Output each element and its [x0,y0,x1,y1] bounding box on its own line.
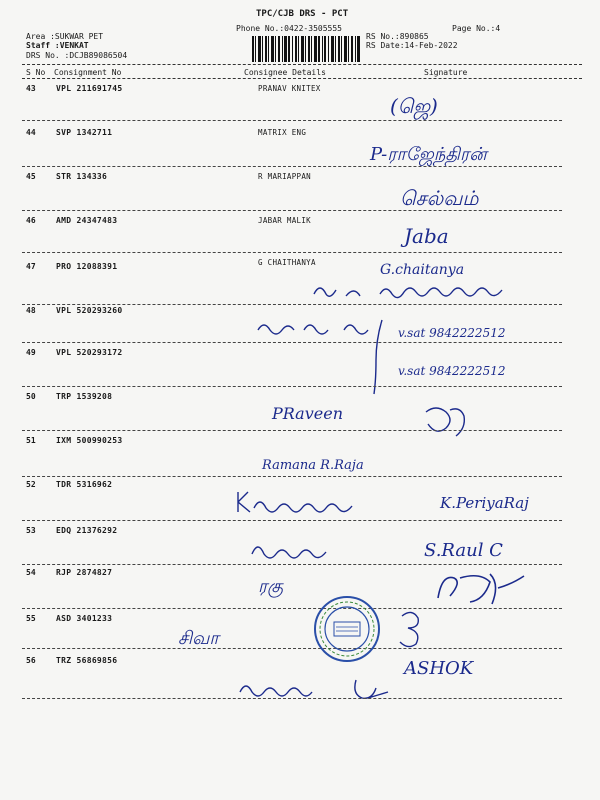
row-sno: 46 [26,216,36,225]
row-sno: 51 [26,436,36,445]
header-divider-bottom [22,78,582,79]
barcode-image [252,36,360,62]
row-consignment: RJP 2874827 [56,568,113,577]
row-divider [22,252,562,253]
row-signature: சிவா [178,628,219,649]
handwriting-ink [420,402,470,442]
row-consignment: PRO 12088391 [56,262,118,271]
rs-date: RS Date:14-Feb-2022 [366,41,458,50]
row-consignment: VPL 520293172 [56,348,123,357]
row-consignment: STR 134336 [56,172,108,181]
row-consignment: IXM 500990253 [56,436,123,445]
row-divider [22,520,562,521]
handwriting-ink [430,568,530,610]
row-sno: 43 [26,84,36,93]
row-divider [22,648,562,649]
row-signature: K.PeriyaRaj [440,494,529,512]
row-consignment: VPL 520293260 [56,306,123,315]
phone-number: Phone No.:0422-3505555 [236,24,342,33]
row-sno: 55 [26,614,36,623]
handwriting-ink [236,674,396,704]
col-header-consignee: Consignee Details [244,68,326,77]
row-signature: செல்வம் [400,186,479,210]
row-signature: S.Raul C [424,540,503,561]
row-sno: 50 [26,392,36,401]
staff-label: Staff :VENKAT [26,41,89,50]
row-sno: 47 [26,262,36,271]
row-signature: Ramana R.Raja [262,458,364,473]
row-consignment: AMD 24347483 [56,216,118,225]
col-header-sno: S No [26,68,46,77]
row-consignment: ASD 3401233 [56,614,113,623]
row-signature: P-ராஜேந்திரன் [370,144,487,165]
row-consignee: MATRIX ENG [258,128,307,137]
row-divider [22,304,562,305]
row-signature: ASHOK [404,658,474,679]
row-consignment: TRP 1539208 [56,392,113,401]
row-divider [22,564,562,565]
row-divider [22,430,562,431]
handwriting-ink [394,606,430,646]
row-consignment: VPL 211691745 [56,84,123,93]
handwriting-ink [234,488,364,518]
row-consignee: PRANAV KNITEX [258,84,321,93]
handwriting-ink [248,536,338,562]
row-sno: 54 [26,568,36,577]
row-sno: 56 [26,656,36,665]
row-signature: (ஜெ) [390,94,438,118]
row-signature: v.sat 9842222512 [398,364,506,378]
area-label: Area :SUKWAR PET [26,32,104,41]
col-header-consignment: Consignment No [54,68,122,77]
row-divider [22,210,562,211]
row-divider [22,386,562,387]
row-divider [22,476,562,477]
page-number: Page No.:4 [452,24,501,33]
row-signature: G.chaitanya [380,262,465,278]
row-consignee: G CHAITHANYA [258,258,316,267]
drs-number: DRS No. :DCJB89086504 [26,51,128,60]
header-divider-top [22,64,582,65]
row-divider [22,698,562,699]
rs-number: RS No.:890865 [366,32,429,41]
row-sno: 52 [26,480,36,489]
row-consignee: JABAR MALIK [258,216,311,225]
row-sno: 49 [26,348,36,357]
sheet-title: TPC/CJB DRS - PCT [256,9,349,19]
handwriting-ink [254,316,394,396]
row-divider [22,608,562,609]
company-seal-stamp [312,594,382,664]
row-consignment: TDR 5316962 [56,480,113,489]
row-consignment: SVP 1342711 [56,128,113,137]
row-signature: Jaba [404,224,449,248]
row-divider [22,342,562,343]
row-sno: 53 [26,526,36,535]
row-consignee: R MARIAPPAN [258,172,311,181]
row-sno: 44 [26,128,36,137]
row-divider [22,120,562,121]
row-consignment: EDQ 21376292 [56,526,118,535]
col-header-signature: Signature [424,68,468,77]
row-consignment: TRZ 56869856 [56,656,118,665]
row-signature: v.sat 9842222512 [398,326,506,340]
row-sno: 45 [26,172,36,181]
row-signature: PRaveen [272,404,343,423]
row-sno: 48 [26,306,36,315]
row-divider [22,166,562,167]
row-signature: ரகு [258,576,284,597]
handwriting-ink [310,278,550,302]
